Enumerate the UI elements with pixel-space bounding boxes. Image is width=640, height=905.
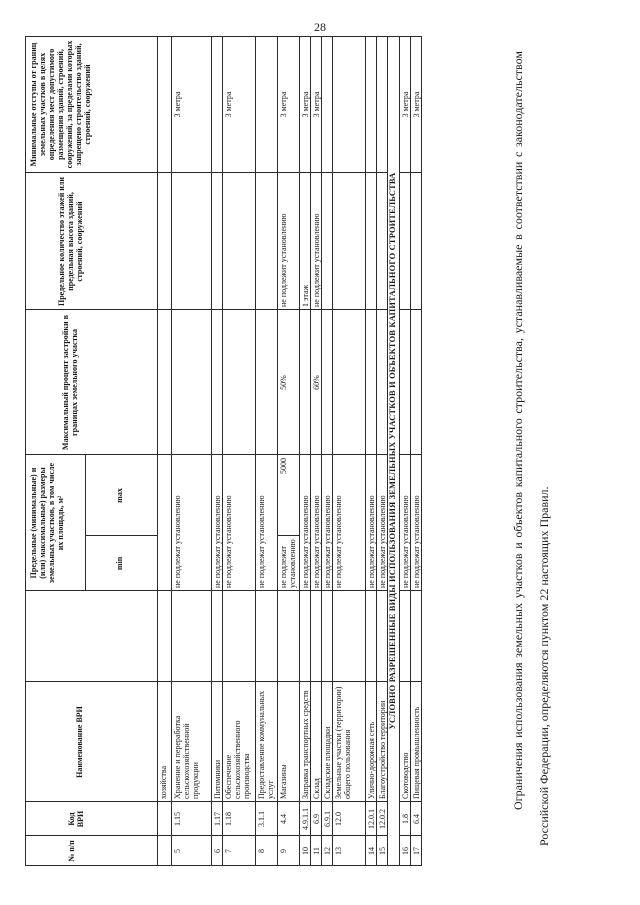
row-name: Благоустройство территории (378, 700, 387, 799)
table-rule (410, 835, 421, 836)
table-rule (299, 309, 310, 310)
row-floors (173, 176, 210, 307)
row-name: Улично-дорожная сеть (367, 721, 376, 799)
table-rule (376, 172, 387, 173)
table-rule (157, 801, 171, 802)
table-rule (299, 590, 310, 591)
row-setback (367, 39, 375, 170)
table-rule (332, 36, 333, 866)
table-rule (310, 172, 321, 173)
row-percent (301, 313, 309, 452)
table-rule (332, 835, 365, 836)
row-floors: не подлежит установлению (279, 213, 288, 307)
table-rule (421, 36, 422, 866)
row-name: хозяйства (159, 765, 168, 799)
row-setback: 3 метра (173, 91, 182, 118)
table-rule (399, 454, 410, 455)
row-num: 11 (312, 847, 321, 855)
row-code: 1.15 (173, 812, 182, 826)
row-min: не подлежат установлению (279, 539, 297, 588)
row-percent (159, 313, 170, 452)
table-rule (25, 309, 157, 310)
header-num: № п/п (67, 840, 76, 862)
table-rule (399, 172, 410, 173)
row-percent (213, 313, 221, 452)
row-setback: 3 метра (312, 91, 321, 118)
table-rule (310, 36, 311, 866)
row-code: 6.9 (312, 814, 321, 824)
table-rule (171, 309, 211, 310)
row-floors (401, 176, 409, 307)
table-rule (410, 309, 421, 310)
table-rule (365, 36, 366, 866)
table-rule (299, 835, 310, 836)
row-num: 15 (378, 847, 387, 855)
table-rule (255, 835, 277, 836)
table-rule (222, 172, 255, 173)
restrictions-note-text: Ограничения использования земельных участков и объектов капитального строительства, устанавливаемые в соответствии с законодательством Российской Федерации, определяются пунктом 22 настоящих Правил. (511, 51, 551, 846)
table-rule (25, 172, 157, 173)
table-rule (277, 801, 299, 802)
row-name: Складские площадки (323, 726, 332, 799)
table-rule (332, 590, 365, 591)
row-floors (257, 176, 276, 307)
table-rule (255, 801, 277, 802)
row-num: 12 (323, 847, 332, 855)
table-rule (211, 172, 222, 173)
table-rule (299, 172, 310, 173)
table-rule (310, 309, 321, 310)
row-num: 9 (279, 849, 288, 853)
table-rule (157, 454, 171, 455)
header-setback: Минимальные отступы от границ земельных участков в целях определения мест допустимого размещения зданий, строений, сооружений, за пределами которых запрещено строительство зданий, строений, сооружений (29, 40, 92, 169)
row-min: не подлежат установлению (367, 495, 376, 588)
row-name: Питомники (213, 759, 222, 799)
row-num: 14 (367, 847, 376, 855)
table-rule (365, 454, 376, 455)
table-rule (255, 36, 256, 866)
row-num: 17 (412, 847, 421, 855)
row-num: 7 (224, 849, 233, 853)
table-rule (277, 36, 278, 866)
table-rule (222, 36, 223, 866)
table-rule (157, 681, 171, 682)
table-rule (25, 835, 157, 836)
row-floors (334, 176, 364, 307)
table-rule (321, 36, 322, 866)
row-percent (401, 313, 409, 452)
table-rule (310, 835, 321, 836)
row-code: 12.0.2 (378, 809, 387, 829)
table-rule (310, 681, 321, 682)
table-rule (157, 309, 171, 310)
row-code: 6.9.1 (323, 811, 332, 827)
row-percent (367, 313, 375, 452)
row-num: 6 (213, 849, 222, 853)
row-setback (213, 39, 221, 170)
table-rule (211, 36, 212, 866)
row-percent (334, 313, 364, 452)
row-code: 1.8 (401, 814, 410, 824)
table-rule (255, 590, 277, 591)
table-rule (277, 309, 299, 310)
row-percent (257, 313, 276, 452)
table-rule (299, 454, 310, 455)
row-min: не подлежат установлению (257, 495, 266, 588)
row-name: Заправка транспортных средств (301, 690, 310, 799)
row-setback: 3 метра (224, 91, 233, 118)
table-rule (399, 835, 410, 836)
table-rule (171, 172, 211, 173)
table-rule (332, 801, 365, 802)
row-min: не подлежат установлению (224, 495, 233, 588)
row-min: не подлежат установлению (173, 495, 182, 588)
table-rule (25, 36, 422, 37)
header-percent: Максимальный процент застройки в границах земельного участка (61, 315, 79, 450)
table-rule (299, 36, 300, 866)
table-rule (211, 835, 222, 836)
row-floors (159, 176, 170, 307)
table-rule (321, 590, 332, 591)
row-code: 6.4 (412, 814, 421, 824)
table-rule (157, 172, 171, 173)
table-rule (376, 801, 387, 802)
row-num: 16 (401, 847, 410, 855)
row-code: 1.17 (213, 812, 222, 826)
row-min: не подлежат установлению (312, 495, 321, 588)
row-name: Скотоводство (401, 752, 410, 799)
header-min: min (115, 556, 124, 571)
table-rule (277, 835, 299, 836)
table-rule (171, 590, 211, 591)
table-rule (376, 309, 387, 310)
row-floors: не подлежит установлению (312, 213, 321, 307)
table-rule (321, 454, 332, 455)
header-name: Наименование ВРИ (75, 706, 84, 778)
table-rule (376, 454, 387, 455)
table-rule (310, 454, 321, 455)
row-min: не подлежат установлению (301, 495, 310, 588)
row-code: 12.0 (334, 812, 343, 826)
row-setback: 3 метра (279, 91, 288, 118)
table-rule (399, 36, 400, 866)
row-min (159, 458, 170, 588)
row-floors: 1 этаж (301, 284, 310, 307)
table-rule (365, 681, 376, 682)
header-floors: Предельное количество этажей или предельная высота зданий, строений, сооружений (57, 176, 84, 307)
row-name: Обеспечение сельскохозяйственного производства (224, 720, 251, 799)
row-percent (173, 313, 210, 452)
table-rule (25, 865, 421, 866)
row-floors (323, 176, 331, 307)
table-rule (25, 590, 157, 591)
row-name: Предоставление коммунальных услуг (257, 690, 275, 799)
table-rule (25, 801, 157, 802)
table-rule (376, 835, 387, 836)
table-rule (321, 172, 332, 173)
row-percent (323, 313, 331, 452)
table-rule (332, 454, 365, 455)
table-rule (171, 835, 211, 836)
row-min: не подлежат установлению (412, 495, 421, 588)
table-rule (365, 835, 376, 836)
table-rule (222, 681, 255, 682)
table-rule (399, 309, 410, 310)
table-rule (222, 590, 255, 591)
row-floors (412, 176, 420, 307)
table-rule (299, 801, 310, 802)
row-percent (224, 313, 254, 452)
table-rule (171, 801, 211, 802)
table-rule (321, 309, 332, 310)
table-rule (171, 681, 211, 682)
table-rule (171, 454, 211, 455)
table-rule (255, 309, 277, 310)
table-rule (410, 172, 421, 173)
row-setback: 3 метра (301, 91, 310, 118)
table-rule (410, 36, 411, 866)
table-rule (255, 454, 277, 455)
row-min: не подлежат установлению (213, 495, 222, 588)
row-code: 12.0.1 (367, 809, 376, 829)
row-percent: 60% (312, 375, 321, 390)
row-setback (334, 39, 364, 170)
row-min: не подлежат установлению (378, 495, 387, 588)
table-rule (211, 454, 222, 455)
table-rule (310, 590, 321, 591)
table-rule (299, 681, 310, 682)
table-rule (222, 801, 255, 802)
row-name: Хранение и переработка сельскохозяйственной продукции (173, 715, 200, 799)
row-setback: 3 метра (401, 91, 410, 118)
row-max: 5000 (279, 458, 288, 474)
row-num: 8 (257, 849, 266, 853)
row-floors (367, 176, 375, 307)
table-rule (376, 681, 387, 682)
table-rule (332, 681, 365, 682)
row-name: Склад (312, 778, 321, 799)
table-rule (365, 309, 376, 310)
row-num: 13 (334, 847, 343, 855)
table-rule (399, 681, 410, 682)
table-rule (277, 590, 299, 591)
table-rule (25, 454, 157, 455)
table-grid (25, 36, 480, 866)
row-name: Пищевая промышленность (412, 706, 421, 799)
table-rule (157, 835, 171, 836)
table-rule (211, 590, 222, 591)
row-setback (323, 39, 331, 170)
table-rule (365, 172, 376, 173)
table-rule (211, 681, 222, 682)
table-rule (399, 801, 410, 802)
table-rule (332, 309, 365, 310)
table-rule (410, 801, 421, 802)
table-rule (365, 590, 376, 591)
table-rule (25, 681, 157, 682)
table-rule (222, 309, 255, 310)
row-setback (378, 39, 386, 170)
header-code: Код ВРИ (67, 810, 85, 828)
table-rule (211, 801, 222, 802)
row-name: Земельные участки (территории) общего пользования (334, 686, 352, 799)
table-rule (310, 801, 321, 802)
row-setback: 3 метра (412, 91, 421, 118)
row-num (159, 839, 170, 863)
row-num: 10 (301, 847, 310, 855)
table-rule (365, 801, 376, 802)
row-code: 4.4 (279, 814, 288, 824)
row-floors (213, 176, 221, 307)
table-rule (410, 681, 421, 682)
table-rule (332, 172, 365, 173)
table-rule (211, 309, 222, 310)
row-percent (412, 313, 420, 452)
table-rule (222, 454, 255, 455)
table-rule (410, 454, 421, 455)
row-num: 5 (173, 849, 182, 853)
zoning-table (25, 36, 480, 866)
row-min: не подлежат установлению (334, 495, 343, 588)
row-min: не подлежат установлению (401, 495, 410, 588)
table-rule (277, 681, 299, 682)
row-code (159, 805, 170, 833)
table-rule (376, 36, 377, 866)
table-rule (277, 535, 299, 536)
row-floors (378, 176, 386, 307)
row-code: 4.9.1.1 (301, 808, 310, 830)
row-name: Магазины (279, 764, 288, 799)
table-rule (157, 590, 171, 591)
header-area-size: Предельные (минимальные) и (или) максимальные) размеры земельных участков, в том числе их площадь, м² (29, 462, 65, 584)
table-rule (85, 535, 157, 536)
table-rule (255, 172, 277, 173)
table-rule (410, 590, 421, 591)
table-rule (376, 590, 387, 591)
page-number: 28 (314, 20, 326, 34)
table-rule (277, 172, 299, 173)
row-code: 3.1.1 (257, 811, 266, 827)
table-rule (171, 36, 172, 866)
rotated-page-content (25, 36, 615, 866)
table-rule (321, 835, 332, 836)
row-code: 1.18 (224, 812, 233, 826)
row-floors (224, 176, 254, 307)
table-rule (277, 454, 299, 455)
table-rule (399, 590, 410, 591)
row-min: не подлежат установлению (323, 495, 332, 588)
header-max: max (115, 488, 124, 503)
row-setback (257, 39, 276, 170)
row-setback (159, 39, 170, 170)
conditional-use-band: УСЛОВНО РАЗРЕШЕННЫЕ ВИДЫ ИСПОЛЬЗОВАНИЯ ЗЕМЕЛЬНЫХ УЧАСТКОВ И ОБЪЕКТОВ КАПИТАЛЬНОГО СТРОИТЕЛЬСТВА (388, 172, 397, 730)
table-rule (222, 835, 255, 836)
restrictions-note (505, 51, 557, 846)
table-rule (25, 36, 26, 866)
row-percent (378, 313, 386, 452)
table-rule (255, 681, 277, 682)
table-rule (321, 801, 332, 802)
table-rule (321, 681, 332, 682)
row-percent: 50% (279, 375, 288, 390)
